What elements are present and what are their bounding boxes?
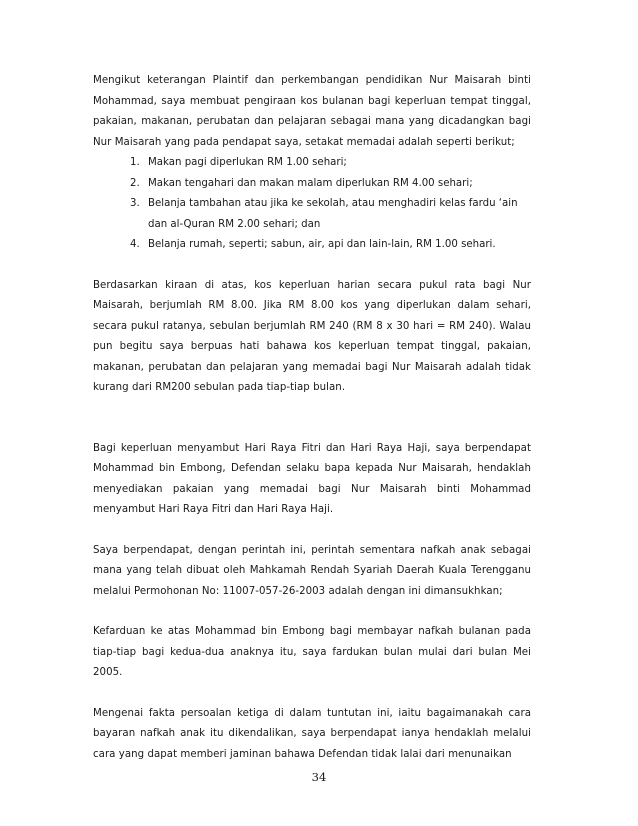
daily-cost-list — [93, 153, 531, 256]
list-item — [93, 153, 531, 174]
paragraph-interim-order: Saya berpendapat, dengan perintah ini, perintah sementara nafkah anak sebagai mana yang telah dibuat oleh Mahkamah Rendah Syariah Daerah Kuala Terengganu melalui Permohonan No: 11007-057-26-2003 adalah dengan ini dimansukhkan; — [93, 544, 531, 597]
paragraph-spacer — [93, 521, 531, 541]
paragraph-payment-method: Mengenai fakta persoalan ketiga di dalam tuntutan ini, iaitu bagaimanakah cara bayaran nafkah anak itu dikendalikan, saya berpendapat ianya hendaklah melalui cara yang dapat memberi jaminan bahawa Defendan tidak lalai dari menunaikan — [93, 707, 531, 760]
list-item-text: Belanja tambahan atau jika ke sekolah, atau menghadiri kelas fardu ‘ain dan al-Quran RM 2.00 sehari; dan — [148, 198, 518, 230]
list-item-number: 3. — [130, 198, 140, 209]
paragraph-spacer — [93, 684, 531, 704]
list-item-text: Makan tengahari dan makan malam diperlukan RM 4.00 sehari; — [148, 177, 473, 189]
document-body — [93, 71, 531, 765]
paragraph-daily-cost-summary: Berdasarkan kiraan di atas, kos keperluan harian secara pukul rata bagi Nur Maisarah, berjumlah RM 8.00. Jika RM 8.00 kos yang diperlukan dalam sehari, secara pukul ratanya, sebulan berjumlah RM 240 (RM 8 x 30 hari = RM 240). Walau pun begitu saya berpuas hati bahawa kos keperluan tempat tinggal, pakaian, makanan, perubatan dan pelajaran yang memadai bagi Nur Maisarah adalah tidak kurang dari RM200 sebulan pada tiap-tiap bulan. — [93, 279, 531, 393]
paragraph-hari-raya: Bagi keperluan menyambut Hari Raya Fitri dan Hari Raya Haji, saya berpendapat Mohammad bin Embong, Defendan selaku bapa kepada Nur Maisarah, hendaklah menyediakan pakaian yang memadai bagi Nur Maisarah binti Mohammad menyambut Hari Raya Fitri dan Hari Raya Haji. — [93, 442, 531, 515]
list-item — [93, 194, 531, 235]
list-item-text: Makan pagi diperlukan RM 1.00 sehari; — [148, 157, 347, 168]
paragraph-spacer — [93, 256, 531, 276]
list-item — [93, 174, 531, 195]
paragraph-spacer — [93, 602, 531, 622]
list-item — [93, 235, 531, 256]
list-item-number: 1. — [130, 157, 140, 168]
list-item-number: 2. — [130, 177, 140, 189]
paragraph-spacer — [93, 399, 531, 439]
list-item-number: 4. — [130, 239, 140, 250]
list-item-text: Belanja rumah, seperti; sabun, air, api dan lain-lain, RM 1.00 sehari. — [148, 239, 496, 250]
page-number: 34 — [311, 770, 327, 784]
paragraph-cost-calculation-intro: Mengikut keterangan Plaintif dan perkembangan pendidikan Nur Maisarah binti Mohammad, saya membuat pengiraan kos bulanan bagi keperluan tempat tinggal, pakaian, makanan, perubatan dan pelajaran sebagai mana yang dicadangkan bagi Nur Maisarah yang pada pendapat saya, setakat memadai adalah seperti berikut; — [93, 75, 531, 148]
paragraph-obligation: Kefarduan ke atas Mohammad bin Embong bagi membayar nafkah bulanan pada tiap-tiap bagi kedua-dua anaknya itu, saya fardukan bulan mulai dari bulan Mei 2005. — [93, 626, 531, 678]
